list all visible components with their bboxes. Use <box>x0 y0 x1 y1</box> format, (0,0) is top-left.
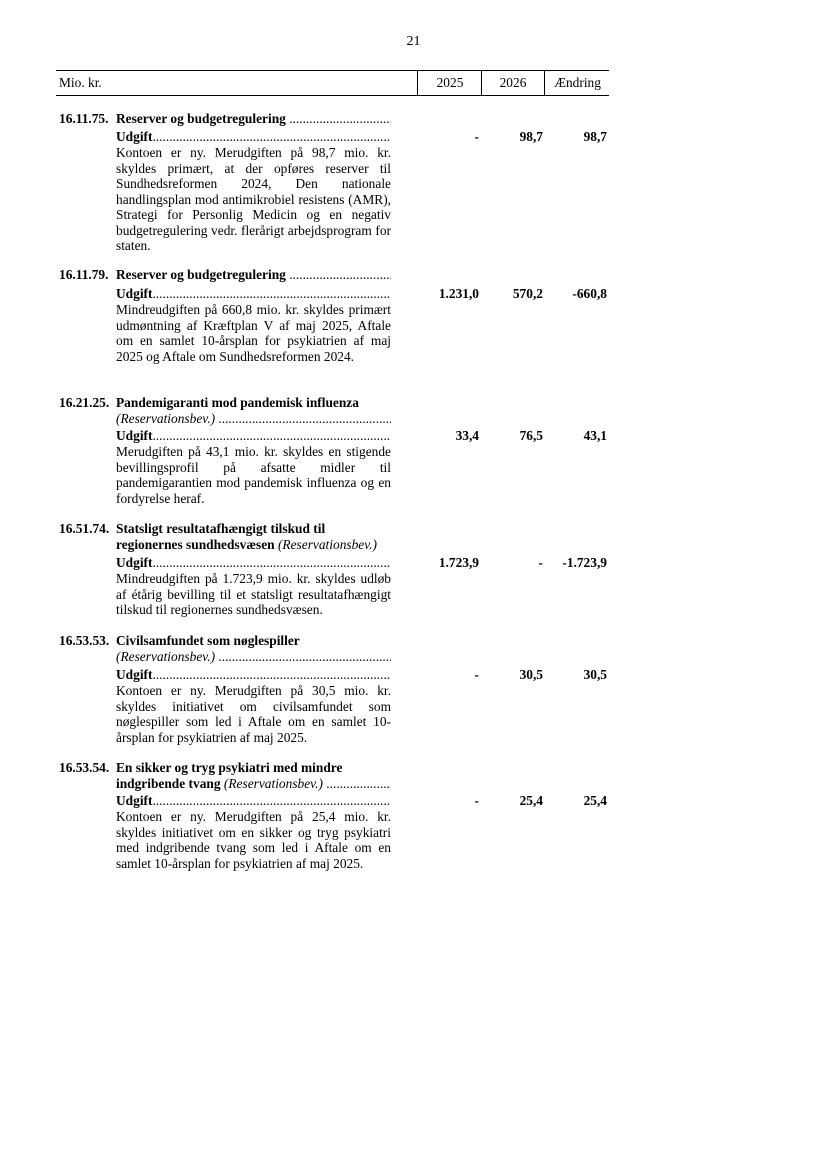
account-number: 16.11.75. <box>59 111 109 126</box>
account-description: Mindreudgiften på 1.723,9 mio. kr. skyldes udløb af étårig bevilling til et statsligt resultatafhængigt tilskud til regionernes sundhedsvæsen. <box>116 571 391 617</box>
value-2025: - <box>474 129 479 144</box>
value-change: -660,8 <box>572 286 607 301</box>
value-2026: 98,7 <box>519 129 543 144</box>
value-2025: - <box>474 667 479 682</box>
value-2026: 76,5 <box>519 428 543 443</box>
account-description: Mindreudgiften på 660,8 mio. kr. skyldes primært udmøntning af Kræftplan V af maj 2025, Aftale om en samlet 10-årsplan for psykiatrien af maj 2025 og Aftale om Sundhedsreformen 2024. <box>116 302 391 364</box>
row-label: Udgift ..... <box>116 555 391 571</box>
page-number: 21 <box>406 34 421 49</box>
account-number: 16.53.54. <box>59 760 110 775</box>
column-header-2025: 2025 <box>417 71 482 95</box>
column-header-change: Ændring <box>544 71 610 95</box>
account-title: Pandemigaranti mod pandemisk influenza (Reservationsbev.) ..... <box>116 395 391 426</box>
row-label: Udgift ..... <box>116 286 391 302</box>
table-header <box>56 70 609 96</box>
column-header-2026: 2026 <box>481 71 544 95</box>
account-number: 16.11.79. <box>59 267 109 282</box>
reservation-note: (Reservationsbev.) <box>116 648 216 664</box>
value-2025: 33,4 <box>455 428 479 443</box>
account-number: 16.53.53. <box>59 633 110 648</box>
account-description: Kontoen er ny. Merudgiften på 98,7 mio. kr. skyldes primært, at der opføres reserver til Sundhedsreformen 2024, Den nationale handlingsplan mod antimikrobiel resistens (AMR), Strategi for Personlig Medicin og en negativ budgetregulering vedr. flerårigt arbejdsprogram for staten. <box>116 145 391 253</box>
value-change: 30,5 <box>583 667 607 682</box>
value-change: -1.723,9 <box>562 555 607 570</box>
account-title: Civilsamfundet som nøglespiller (Reservationsbev.) ..... <box>116 633 391 664</box>
account-title: Statsligt resultatafhængigt tilskud til regionernes sundhedsvæsen (Reservationsbev.) <box>116 521 377 552</box>
account-number: 16.51.74. <box>59 521 110 536</box>
value-2025: 1.231,0 <box>438 286 479 301</box>
value-2025: 1.723,9 <box>438 555 479 570</box>
row-label: Udgift ..... <box>116 428 391 444</box>
account-title: Reserver og budgetregulering ..... <box>116 267 391 283</box>
reservation-note: (Reservationsbev.) <box>277 536 377 552</box>
value-change: 43,1 <box>583 428 607 443</box>
value-change: 98,7 <box>583 129 607 144</box>
value-2026: 570,2 <box>512 286 543 301</box>
account-title: En sikker og tryg psykiatri med mindre indgribende tvang (Reservationsbev.) ..... <box>116 760 391 791</box>
value-2026: - <box>538 555 543 570</box>
account-number: 16.21.25. <box>59 395 110 410</box>
account-description: Kontoen er ny. Merudgiften på 30,5 mio. kr. skyldes initiativet om civilsamfundet som nøglespiller som led i Aftale om en samlet 10-årsplan for psykiatrien af maj 2025. <box>116 683 391 745</box>
value-2026: 25,4 <box>519 793 543 808</box>
account-description: Merudgiften på 43,1 mio. kr. skyldes en stigende bevillingsprofil på afsatte midler til pandemigarantien mod pandemisk influenza og en fordyrelse heraf. <box>116 444 391 506</box>
row-label: Udgift ..... <box>116 667 391 683</box>
row-label: Udgift ..... <box>116 793 391 809</box>
value-change: 25,4 <box>583 793 607 808</box>
value-2026: 30,5 <box>519 667 543 682</box>
value-2025: - <box>474 793 479 808</box>
unit-label: Mio. kr. <box>59 75 102 90</box>
account-description: Kontoen er ny. Merudgiften på 25,4 mio. kr. skyldes initiativet om en sikker og tryg psykiatri med indgribende tvang som led i Aftale om en samlet 10-årsplan for psykiatrien af maj 2025. <box>116 809 391 871</box>
account-title: Reserver og budgetregulering ..... <box>116 111 391 127</box>
reservation-note: (Reservationsbev.) <box>116 410 216 426</box>
reservation-note: (Reservationsbev.) <box>223 775 323 791</box>
row-label: Udgift ..... <box>116 129 391 145</box>
